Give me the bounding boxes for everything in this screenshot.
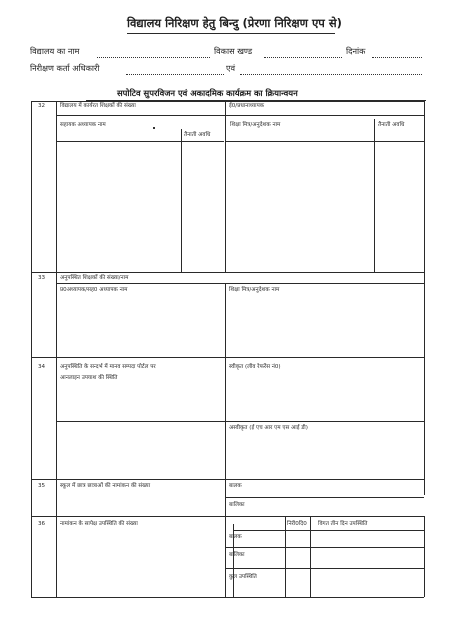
enrollment-girls-label: बालिका xyxy=(229,502,245,508)
assistant-tenure-header: तैनाती अवधि xyxy=(184,132,211,138)
attendance-left-border xyxy=(225,516,226,597)
rejected-leave-label: अस्वीकृत (ई एच आर एम एस आई डी) xyxy=(229,425,308,431)
school-name-field xyxy=(97,57,210,58)
row-32-header-line xyxy=(56,115,424,116)
block-field xyxy=(264,57,342,58)
and-label: एवं xyxy=(226,63,236,73)
row-34-mid-divider xyxy=(225,357,226,479)
row-36-bottom xyxy=(31,597,233,598)
block-label: विकास खण्ड xyxy=(214,46,253,56)
school-name-label: विद्यालय का नाम xyxy=(30,46,80,56)
assistant-header-line xyxy=(56,141,224,142)
page-title: विद्यालय निरिक्षण हेतु बिन्दु (प्रेरणा निरिक्षण एप से) xyxy=(127,16,342,30)
enrollment-split-line xyxy=(225,497,424,498)
row-34-bottom xyxy=(31,479,424,480)
attendance-col-divider-1 xyxy=(285,516,286,597)
row-32-mid-divider xyxy=(225,101,226,272)
row-number: 36 xyxy=(38,521,46,527)
second-inspector-field xyxy=(240,74,422,75)
number-column-divider xyxy=(56,101,57,597)
row-number: 35 xyxy=(38,483,46,489)
attendance-col-divider-2 xyxy=(310,516,311,597)
attendance-line-2 xyxy=(225,547,424,548)
row-label-line-2: आनलाइन उपयाश की स्थिति xyxy=(60,375,118,381)
attendance-right-border xyxy=(424,516,425,597)
enrollment-boys-label: बालक xyxy=(229,483,242,489)
row-32-bottom xyxy=(31,272,424,273)
last-three-days-header: विगत तीन दिन उपस्थिति xyxy=(318,521,368,527)
title-underline xyxy=(127,33,335,34)
assistant-tenure-divider xyxy=(181,129,182,272)
row-number: 32 xyxy=(38,103,46,109)
attendance-bottom-border xyxy=(225,597,424,598)
head-teacher-label: ई0/प्रधानाध्यापक xyxy=(229,103,265,109)
row-label: अनुपस्थित शिक्षकों की संख्या/नाम xyxy=(60,275,129,281)
row-label: स्कूल में छात्र छात्राओं की नामांकन की संख्या xyxy=(60,483,151,489)
attendance-girls-label: बालिका xyxy=(229,552,245,558)
absent-teacher-name-header: प्र0अध्यापक/सह0 अध्यापक नाम xyxy=(60,287,128,293)
shiksha-mitra-name-header: शिक्षा मित्र/अनुदेशक नाम xyxy=(230,122,281,128)
row-34-split-line xyxy=(56,421,424,422)
inspection-day-header: निरी0दि0 xyxy=(287,521,307,527)
row-33-bottom xyxy=(31,357,424,358)
row-33-mid-divider xyxy=(225,283,226,357)
table-border-right xyxy=(424,101,425,495)
attendance-header-line xyxy=(233,530,424,531)
row-label-line-1: अनुपस्थिति के सन्दर्भ में मानव सम्पदा पोर्टल पर xyxy=(60,364,156,370)
assistant-teacher-name-header: सहायक अध्यापक नाम xyxy=(60,122,106,128)
shiksha-mitra-header-line xyxy=(225,141,424,142)
attendance-boys-label: बालक xyxy=(229,534,242,540)
inspector-label: निरीक्षण कर्ता अधिकारी xyxy=(30,63,100,73)
absent-shiksha-mitra-header: शिक्षा मित्र/अनुदेशक नाम xyxy=(229,287,280,293)
row-number: 34 xyxy=(38,364,46,370)
date-label: दिनांक xyxy=(346,46,366,56)
date-field xyxy=(372,57,422,58)
row-33-header-line xyxy=(56,283,424,284)
section-title: सपोटिव सुपरविजन एवं अकादमिक कार्यक्रम का क्रियान्वयन xyxy=(117,88,298,98)
row-number: 33 xyxy=(38,275,46,281)
row-label: विद्यालय में कार्यरत शिक्षकों की संख्या xyxy=(60,103,136,109)
ink-mark xyxy=(153,127,155,129)
inspector-field xyxy=(126,74,224,75)
shiksha-mitra-tenure-header: तैनाती अवधि xyxy=(378,122,405,128)
attendance-total-label: कुल उपस्थिति xyxy=(229,574,257,580)
row-35-bottom xyxy=(31,516,424,517)
row-label: नामांकन के सापेक्ष उपस्थिति की संख्या xyxy=(60,521,138,527)
attendance-line-3 xyxy=(225,568,424,569)
approved-leave-label: स्वीकृत (लीव रेफरेंस नं0) xyxy=(229,364,281,370)
table-border-top xyxy=(31,101,424,102)
table-border-left xyxy=(31,101,32,597)
